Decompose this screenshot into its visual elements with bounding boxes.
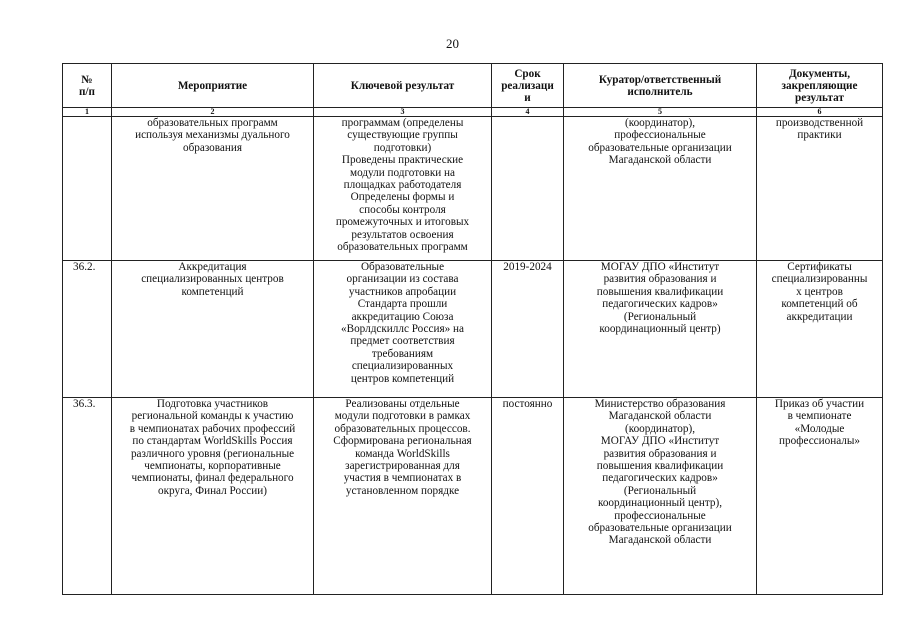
table-row [63,117,883,261]
row-result: программам (определены существующие группы подготовки) Проведены практические модули подготовки на площадках работодателя Определены формы и способы контроля промежуточных и итоговых результатов освоения образовательных программ [314,117,492,261]
column-number: 2 [112,108,314,117]
row-number: 36.3. [63,398,112,595]
header-term: Срок реализаци и [492,64,564,108]
row-result: Реализованы отдельные модули подготовки в рамках образовательных процессов. Сформирована региональная команда WorldSkills зарегистрированная для участия в чемпионатах в установленном порядке [314,398,492,595]
row-term [492,117,564,261]
row-term: постоянно [492,398,564,595]
header-event: Мероприятие [112,64,314,108]
row-term: 2019-2024 [492,261,564,398]
row-docs: Приказ об участии в чемпионате «Молодые профессионалы» [757,398,883,595]
row-curator: Министерство образования Магаданской области (координатор), МОГАУ ДПО «Институт развития образования и повышения квалификации педагогических кадров» (Региональный координационный центр), профессиональные образовательные организации Магаданской области [564,398,757,595]
table-row [63,261,883,398]
row-event: Подготовка участников региональной команды к участию в чемпионатах рабочих профессий по стандартам WorldSkills Россия различного уровня (региональные чемпионаты, корпоративные чемпионаты, финал федерального округа, Финал России) [112,398,314,595]
column-number: 3 [314,108,492,117]
table-header-row [63,64,883,108]
row-curator: МОГАУ ДПО «Институт развития образования и повышения квалификации педагогических кадров» (Региональный координационный центр) [564,261,757,398]
header-result: Ключевой результат [314,64,492,108]
row-curator: (координатор), профессиональные образовательные организации Магаданской области [564,117,757,261]
page-number: 20 [446,36,459,51]
column-number: 5 [564,108,757,117]
row-docs: производственной практики [757,117,883,261]
row-docs: Сертификаты специализированны х центров компетенций об аккредитации [757,261,883,398]
header-curator: Куратор/ответственный исполнитель [564,64,757,108]
row-number: 36.2. [63,261,112,398]
row-result: Образовательные организации из состава участников апробации Стандарта прошли аккредитацию Союза «Ворлдскиллс Россия» на предмет соответствия требованиям специализированных центров компетенций [314,261,492,398]
header-docs: Документы, закрепляющие результат [757,64,883,108]
column-numbers-row [63,108,883,117]
plan-table [62,63,883,595]
header-number: № п/п [63,64,112,108]
row-number [63,117,112,261]
row-event: Аккредитация специализированных центров компетенций [112,261,314,398]
column-number: 1 [63,108,112,117]
column-number: 4 [492,108,564,117]
column-number: 6 [757,108,883,117]
table-row [63,398,883,595]
row-event: образовательных программ используя механизмы дуального образования [112,117,314,261]
